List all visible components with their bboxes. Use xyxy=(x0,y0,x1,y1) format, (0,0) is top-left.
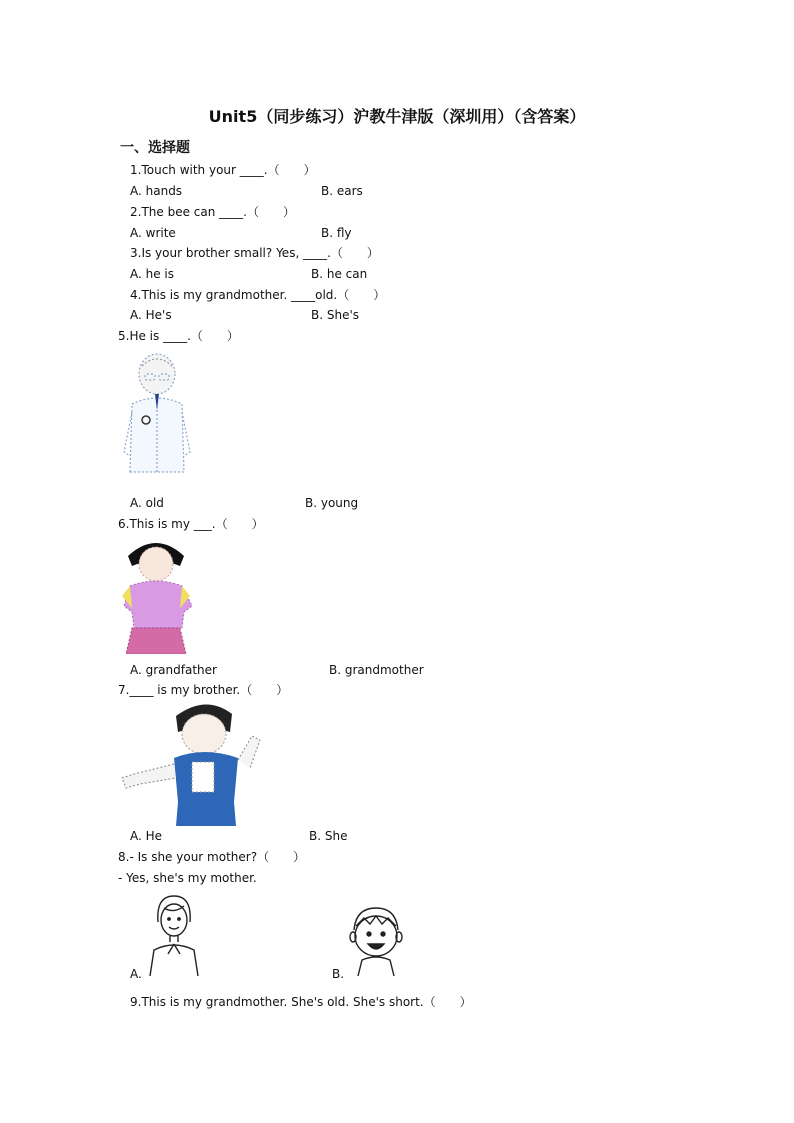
q4-option-a: A. He's xyxy=(130,308,172,322)
q3-option-b: B. he can xyxy=(311,267,368,281)
old-man-doctor-image xyxy=(118,352,196,474)
question-4: 4.This is my grandmother. ____old.（ ） xyxy=(130,288,386,302)
brother-image xyxy=(118,702,264,826)
question-2: 2.The bee can ____.（ ） xyxy=(130,205,295,219)
q1-option-b: B. ears xyxy=(321,184,363,198)
question-6: 6.This is my ___.（ ） xyxy=(118,517,264,531)
q4-option-b: B. She's xyxy=(311,308,360,322)
question-8-reply: - Yes, she's my mother. xyxy=(118,871,257,885)
q2-option-a: A. write xyxy=(130,226,176,240)
section-heading: 一、选择题 xyxy=(120,140,190,156)
q1-option-a: A. hands xyxy=(130,184,183,198)
boy-image xyxy=(344,906,408,978)
question-9: 9.This is my grandmother. She's old. She's short.（ ） xyxy=(130,995,472,1009)
q6-option-b: B. grandmother xyxy=(329,663,424,677)
question-1: 1.Touch with your ____.（ ） xyxy=(130,163,316,177)
q2-option-b: B. fly xyxy=(321,226,352,240)
page-title: Unit5（同步练习）沪教牛津版（深圳用）（含答案） xyxy=(208,107,586,126)
q6-option-a: A. grandfather xyxy=(130,663,217,677)
q5-option-b: B. young xyxy=(305,496,359,510)
mother-image xyxy=(144,894,204,978)
question-3: 3.Is your brother small? Yes, ____.（ ） xyxy=(130,246,379,260)
q5-option-a: A. old xyxy=(130,496,164,510)
q7-option-a: A. He xyxy=(130,829,163,843)
q8-option-a: A. xyxy=(130,967,142,981)
q7-option-b: B. She xyxy=(309,829,348,843)
question-8: 8.- Is she your mother?（ ） xyxy=(118,850,306,864)
question-7: 7.____ is my brother.（ ） xyxy=(118,683,289,697)
q8-option-b: B. xyxy=(332,967,345,981)
grandmother-image xyxy=(118,538,196,654)
q3-option-a: A. he is xyxy=(130,267,175,281)
question-5: 5.He is ____.（ ） xyxy=(118,329,239,343)
